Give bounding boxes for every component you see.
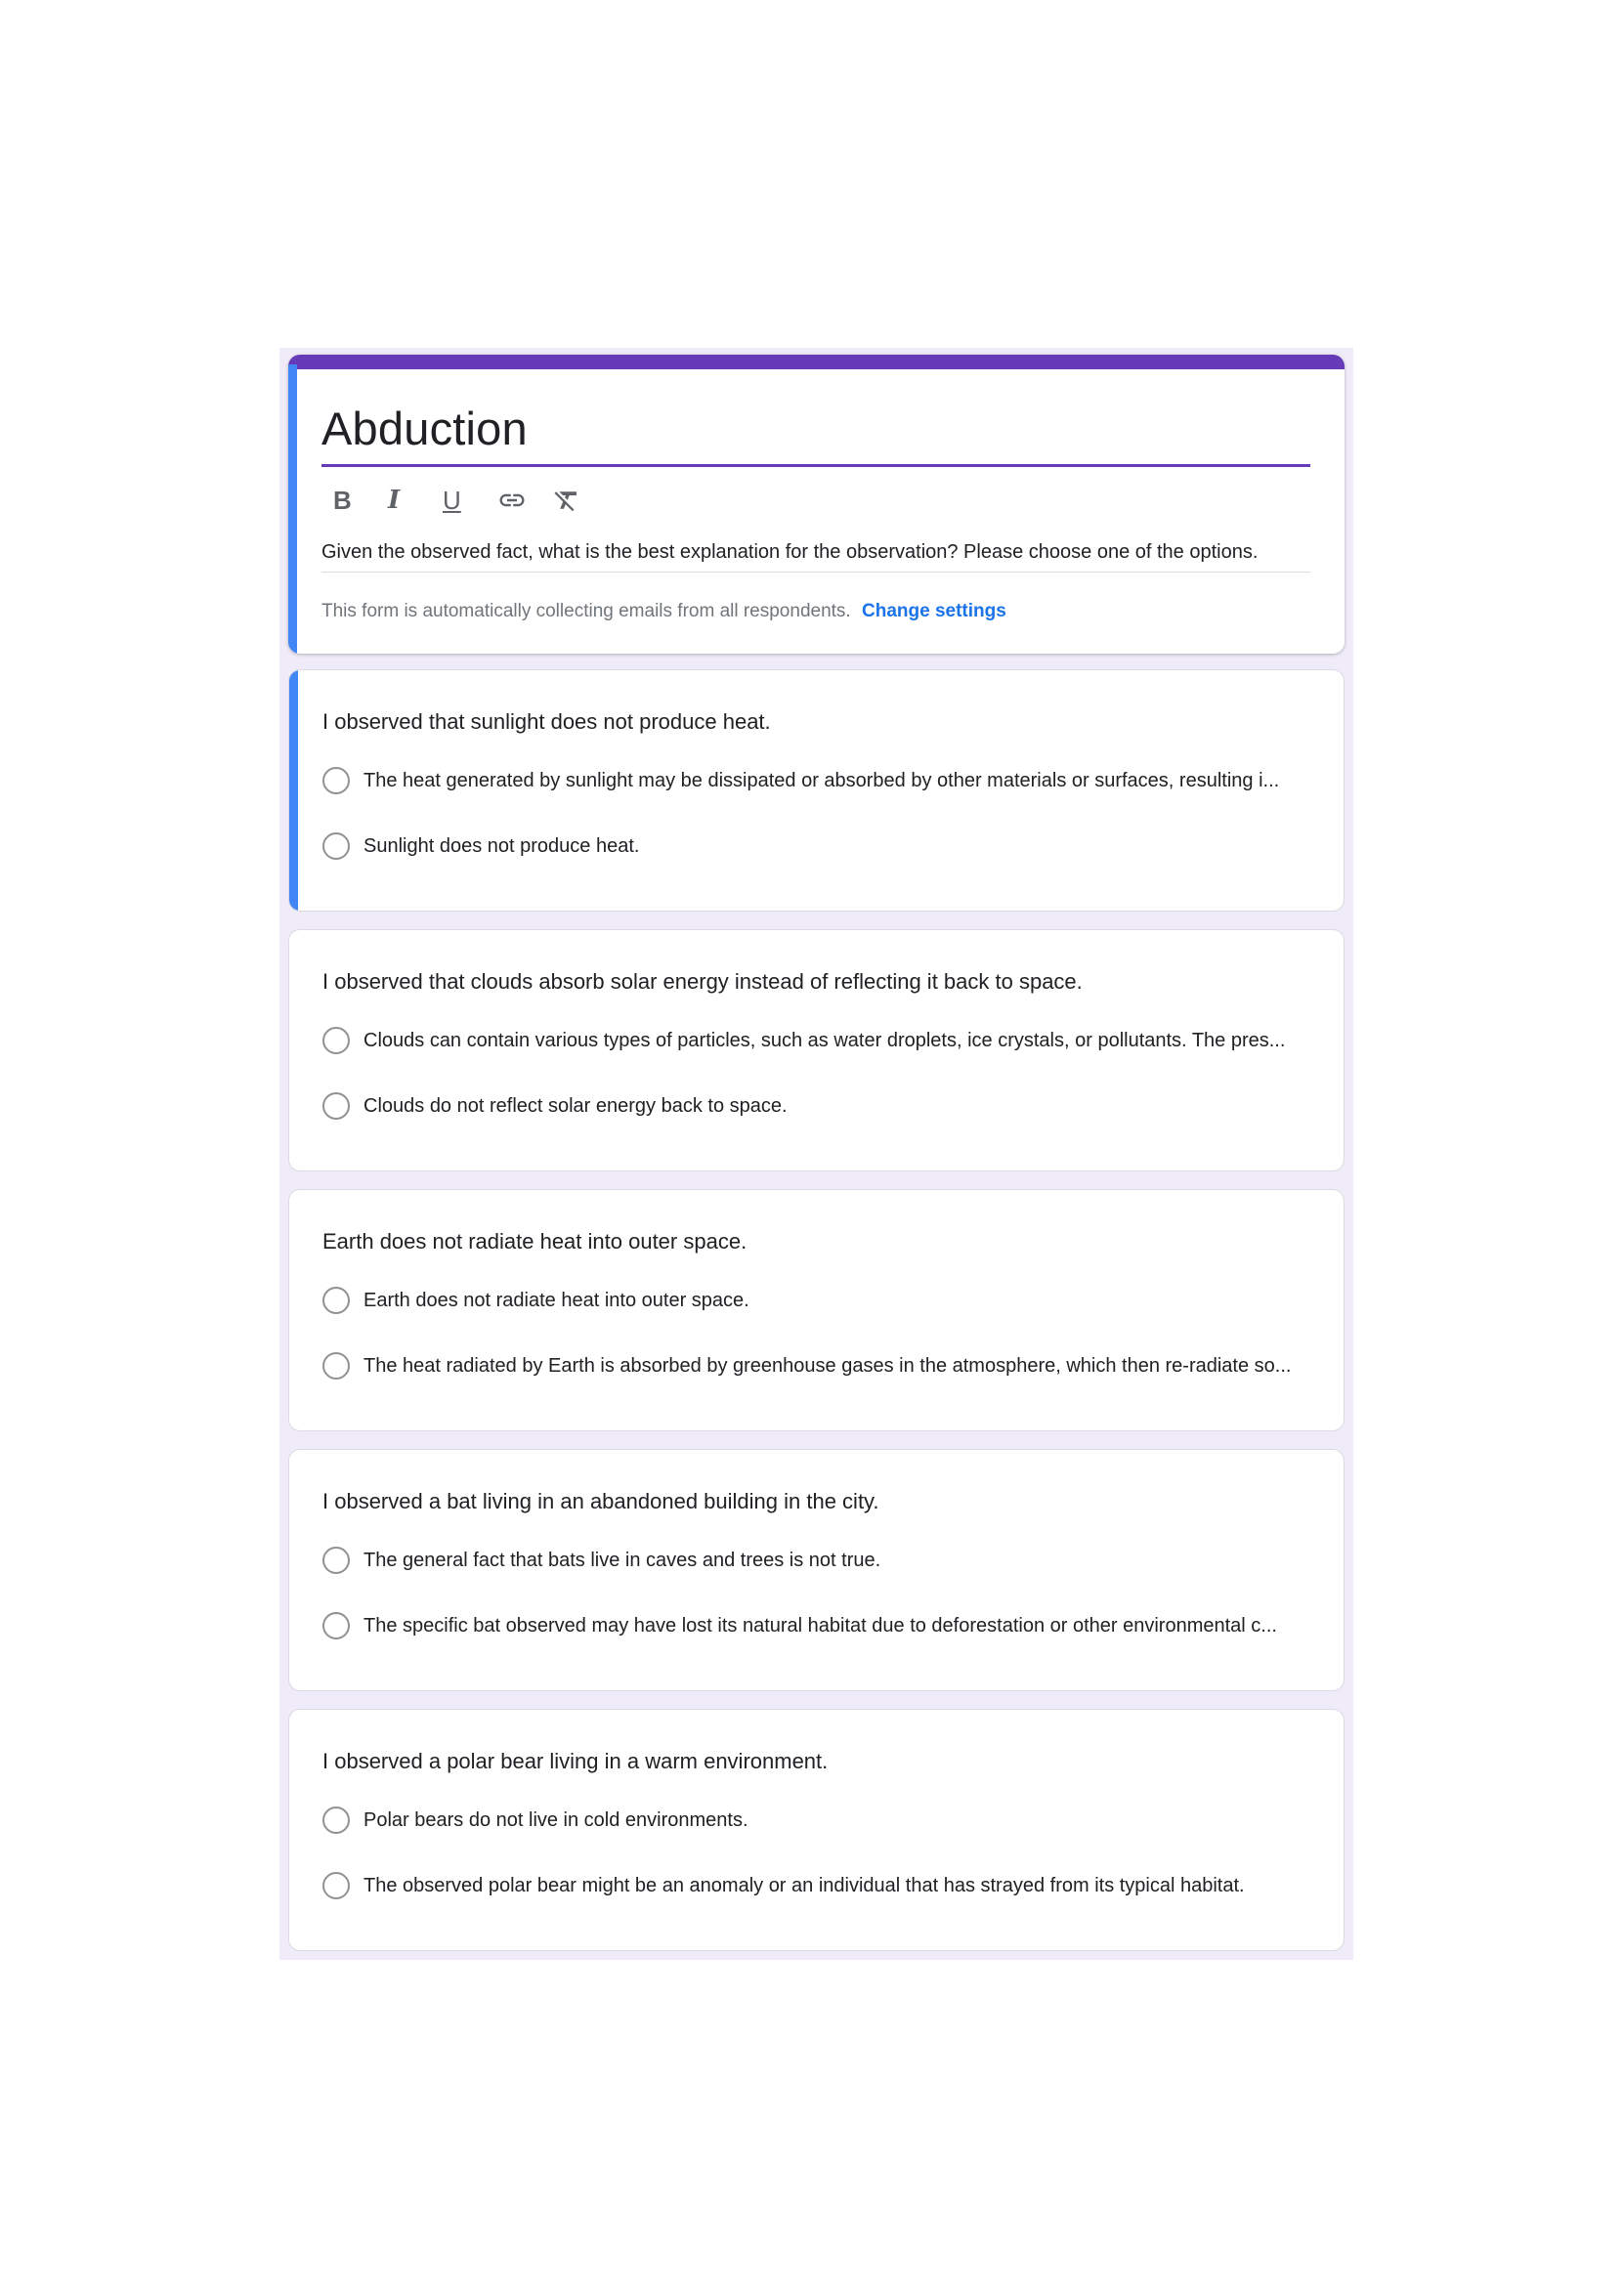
radio-button[interactable] [322,1547,350,1574]
change-settings-link[interactable]: Change settings [862,601,1006,621]
question-card[interactable] [288,929,1345,1171]
option-label: Sunlight does not produce heat. [363,834,640,857]
format-toolbar [333,476,607,525]
radio-button[interactable] [322,1092,350,1120]
clear-formatting-icon [552,486,581,515]
question-title: Earth does not radiate heat into outer space. [322,1229,747,1254]
radio-button[interactable] [322,832,350,860]
option-label: The specific bat observed may have lost its natural habitat due to deforestation or other environmental c... [363,1614,1277,1637]
answer-option[interactable] [322,1612,1309,1639]
question-card[interactable] [288,1189,1345,1431]
question-card[interactable] [288,1449,1345,1691]
answer-option[interactable] [322,1352,1309,1380]
radio-button[interactable] [322,1287,350,1314]
answer-option[interactable] [322,1287,1309,1314]
question-title: I observed a bat living in an abandoned building in the city. [322,1489,879,1513]
form-accent-bar [288,355,1345,369]
option-label: Clouds can contain various types of particles, such as water droplets, ice crystals, or pollutants. The pres... [363,1029,1286,1051]
answer-option[interactable] [322,1092,1309,1120]
option-label: The heat generated by sunlight may be dissipated or absorbed by other materials or surfaces, resulting i... [363,769,1280,791]
radio-button[interactable] [322,1027,350,1054]
email-note-text: This form is automatically collecting emails from all respondents. [321,601,851,621]
form-description[interactable]: Given the observed fact, what is the best explanation for the observation? Please choose one of the options. [321,541,1259,563]
option-label: The general fact that bats live in caves and trees is not true. [363,1549,881,1571]
clear-formatting-button[interactable] [552,476,607,525]
answer-option[interactable] [322,1872,1309,1899]
form-canvas [279,348,1353,1960]
radio-button[interactable] [322,767,350,794]
italic-icon: I [388,486,401,515]
bold-button[interactable] [333,476,388,525]
underline-button[interactable] [443,476,497,525]
link-icon [497,486,527,515]
answer-option[interactable] [322,1547,1309,1574]
insert-link-button[interactable] [497,476,552,525]
radio-button[interactable] [322,1872,350,1899]
answer-option[interactable] [322,1807,1309,1834]
italic-button[interactable] [388,476,443,525]
email-collection-note [321,601,1006,622]
question-card[interactable] [288,669,1345,912]
answer-option[interactable] [322,832,1309,860]
question-title: I observed that clouds absorb solar energy instead of reflecting it back to space. [322,969,1083,994]
description-underline [321,572,1310,573]
option-label: Polar bears do not live in cold environments. [363,1808,748,1831]
option-label: The observed polar bear might be an anomaly or an individual that has strayed from its typical habitat. [363,1874,1245,1896]
option-label: Clouds do not reflect solar energy back to space. [363,1094,788,1117]
title-underline [321,464,1310,467]
radio-button[interactable] [322,1612,350,1639]
form-header-card[interactable] [288,355,1345,654]
option-label: The heat radiated by Earth is absorbed by greenhouse gases in the atmosphere, which then re-radiate so... [363,1354,1292,1377]
radio-button[interactable] [322,1352,350,1380]
question-card[interactable] [288,1709,1345,1951]
option-label: Earth does not radiate heat into outer space. [363,1289,749,1311]
question-title: I observed a polar bear living in a warm environment. [322,1749,829,1773]
radio-button[interactable] [322,1807,350,1834]
active-card-indicator [289,670,298,911]
answer-option[interactable] [322,767,1309,794]
question-title: I observed that sunlight does not produce heat. [322,709,771,734]
bold-icon: B [333,485,352,515]
answer-option[interactable] [322,1027,1309,1054]
form-title[interactable]: Abduction [321,403,528,454]
underline-icon: U [443,485,461,515]
active-card-indicator [288,364,297,654]
